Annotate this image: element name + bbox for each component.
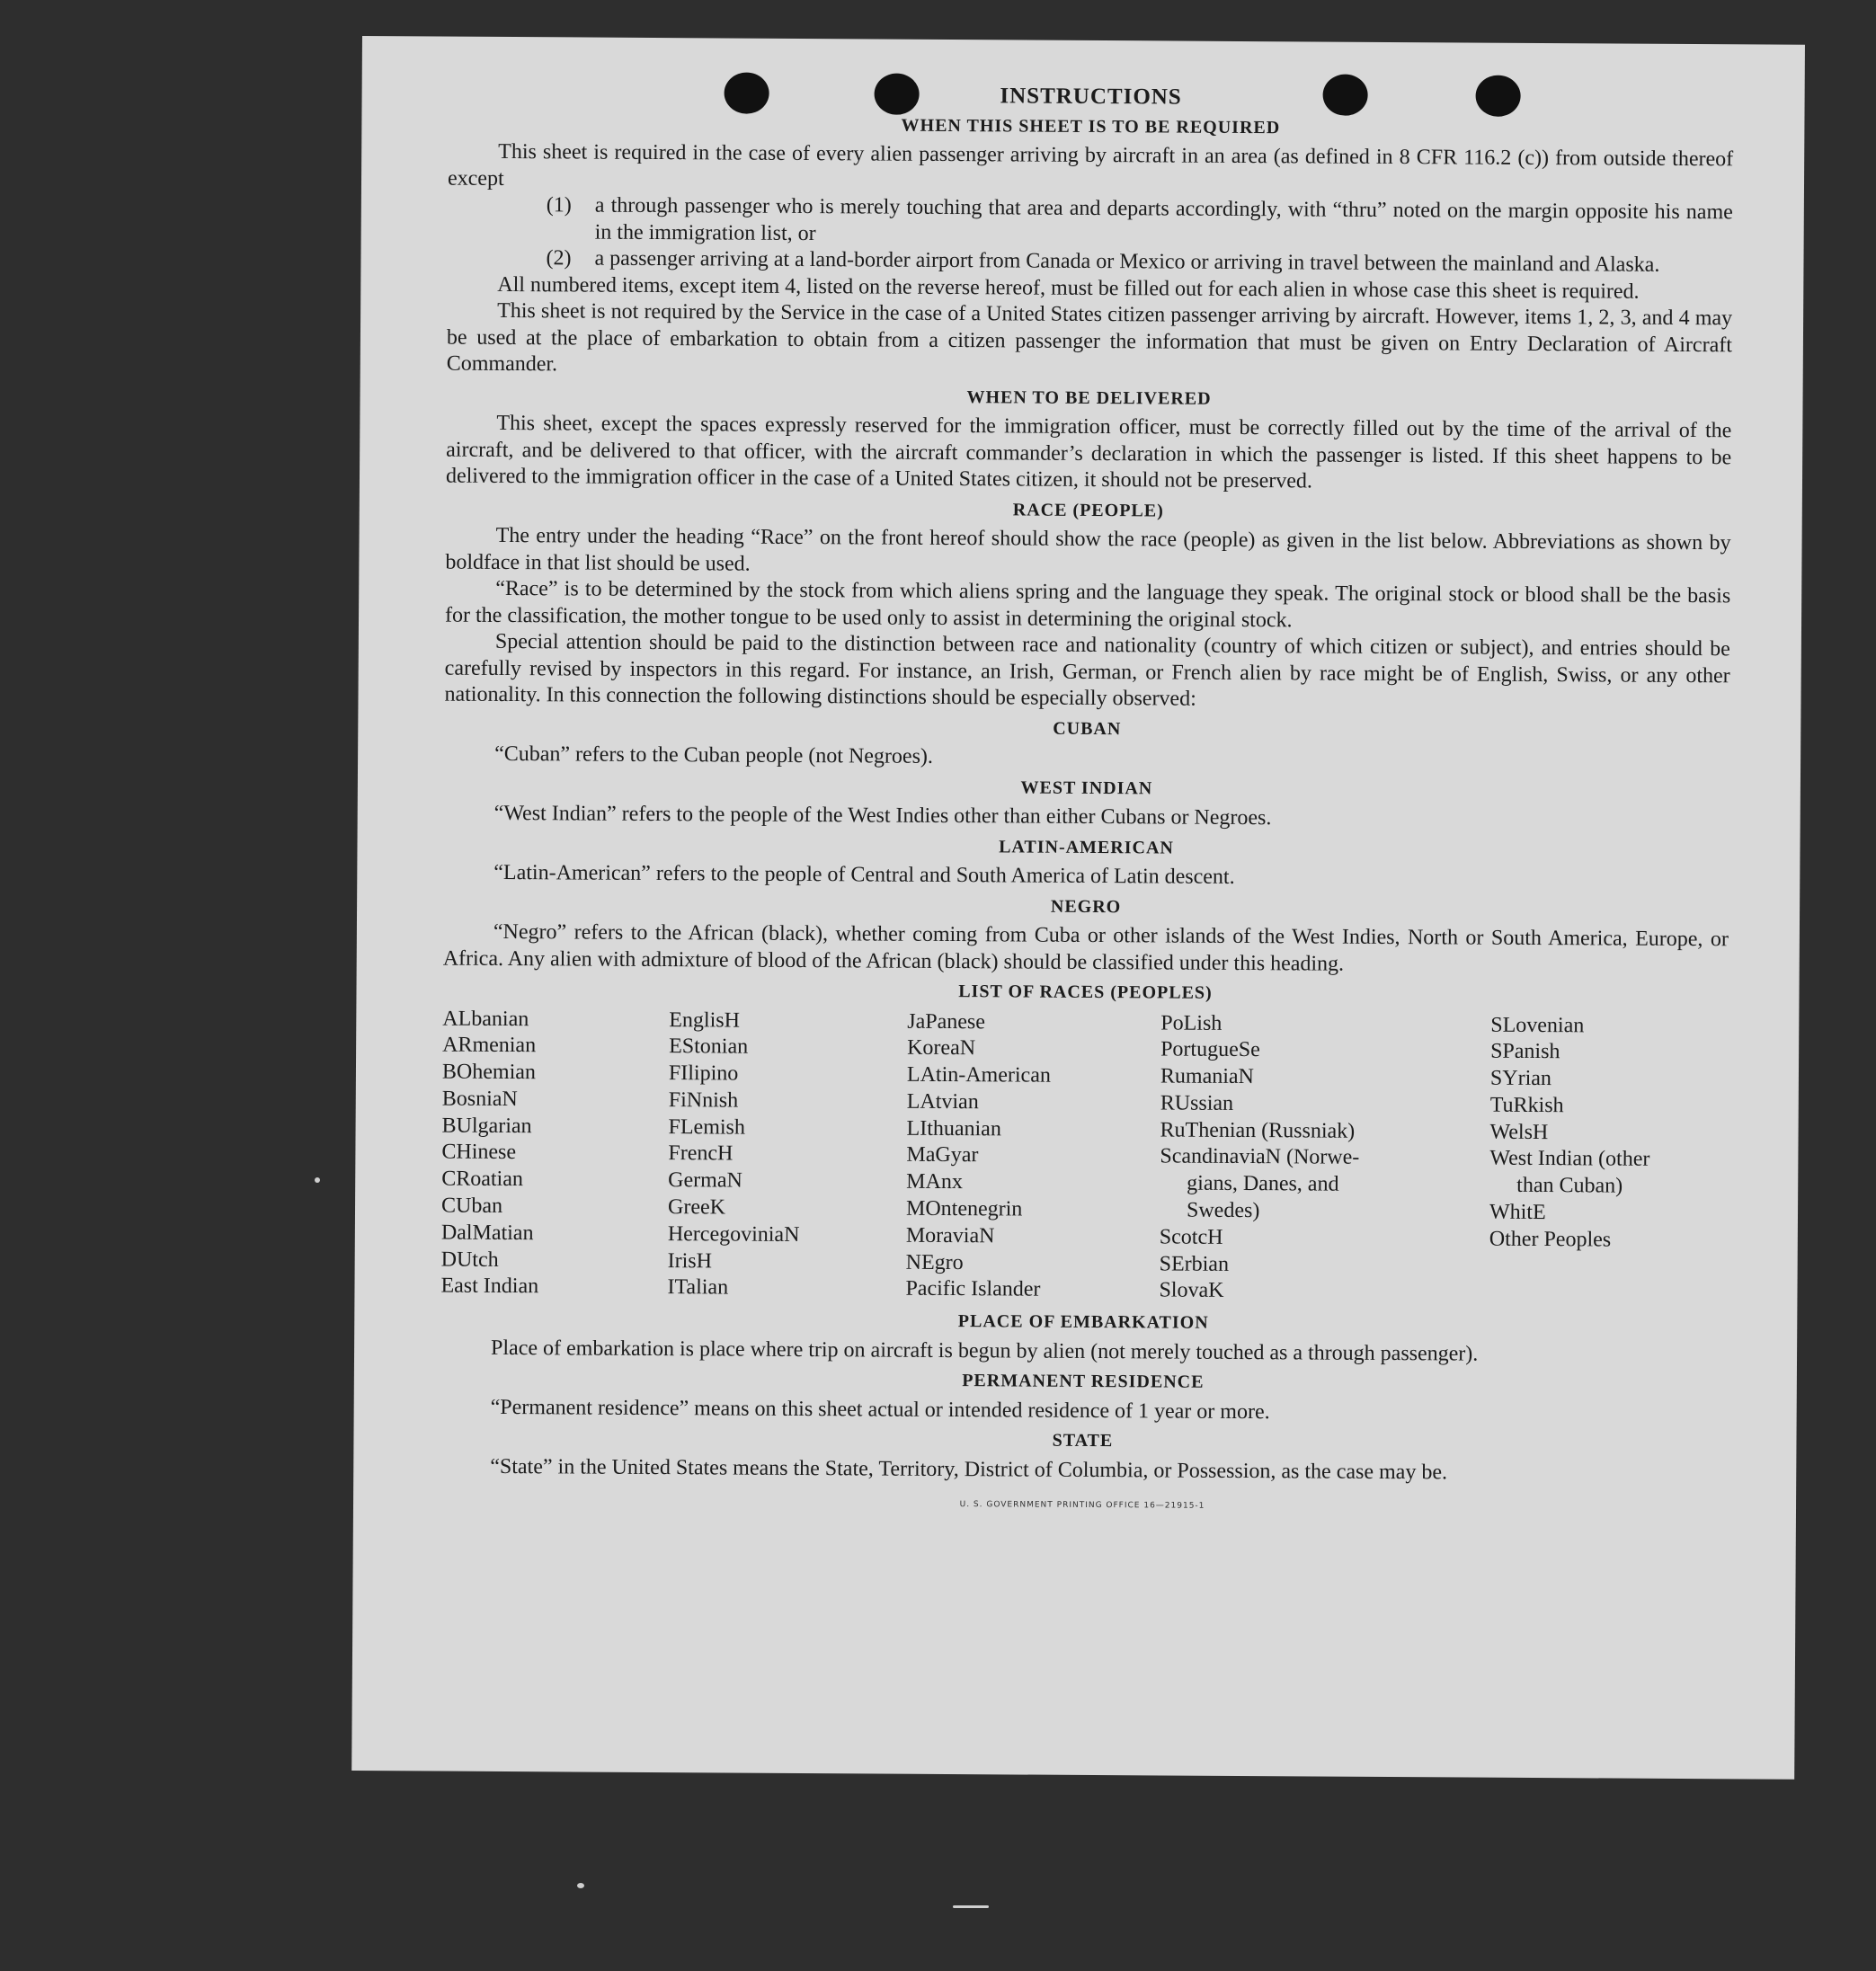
race-entry: FiNnish [668, 1088, 739, 1113]
race-entry: RUssian [1160, 1091, 1234, 1115]
race-entry: WhitE [1489, 1200, 1546, 1225]
paragraph: Special attention should be paid to the distinction between race and nationality (country of which citizen or subject), and entries should be carefully revised by inspectors in this regard. For instance, an Irish, German, or French alien by race might be of English, Swiss, or any other nationality. In this connection the following distinctions should be especially observed: [444, 629, 1730, 711]
race-entry: IrisH [667, 1248, 713, 1274]
race-entry: TuRkish [1489, 1093, 1564, 1118]
race-entry: BosniaN [441, 1087, 518, 1111]
race-entry: GreeK [667, 1195, 726, 1220]
race-entry: GermaN [668, 1168, 742, 1193]
paragraph: This sheet, except the spaces expressly reserved for the immigration officer, must be correctly filled out by the time of the arrival of the aircraft, and be delivered to that officer, with the aircraft commander’s declaration in which the passenger is listed. If this sheet happens to be delivered to the immigration officer in the case of a United States citizen, it should not be preserved. [445, 411, 1732, 493]
race-entry: BUlgarian [441, 1114, 532, 1138]
race-entry: RumaniaN [1160, 1064, 1255, 1089]
race-entry: MOntenegrin [905, 1196, 1023, 1221]
race-entry: SErbian [1159, 1252, 1230, 1276]
paragraph: This sheet is required in the case of every alien passenger arriving by aircraft in an area (as defined in 8 CFR 116.2 (c)) from outside thereof except [447, 139, 1734, 191]
paragraph: “State” in the United States means the State, Territory, District of Columbia, or Possession, as the case may be. [490, 1454, 1448, 1485]
race-entry: gians, Danes, and [1187, 1171, 1339, 1196]
race-column [1489, 1012, 1724, 1308]
document-sheet [351, 36, 1805, 1780]
paragraph: All numbered items, except item 4, listed on the reverse hereof, must be filled out for each alien in whose case this sheet is required. [497, 272, 1640, 304]
race-entry: HercegoviniaN [667, 1221, 800, 1247]
race-entry: NEgro [905, 1250, 964, 1274]
list-item [547, 192, 1733, 253]
instructions-content [440, 80, 1734, 1523]
race-entry: FrencH [668, 1141, 734, 1167]
paragraph: “West Indian” refers to the people of the West Indies other than either Cubans or Negroes. [493, 801, 1272, 830]
scan-speck [953, 1905, 989, 1908]
race-entry: EStonian [669, 1034, 749, 1059]
race-entry: SPanish [1490, 1039, 1560, 1064]
page-title: INSTRUCTIONS [1000, 84, 1182, 110]
race-entry: KoreaN [907, 1036, 976, 1061]
race-entry: FLemish [668, 1114, 746, 1140]
race-entry: BOhemian [441, 1060, 537, 1085]
section-heading: NEGRO [1050, 896, 1122, 917]
scan-speck [577, 1883, 584, 1888]
race-entry: DUtch [440, 1247, 499, 1272]
section-heading: CUBAN [1053, 718, 1122, 739]
race-entry: SYrian [1489, 1066, 1552, 1091]
paragraph: Place of embarkation is place where trip on aircraft is begun by alien (not merely touched as a through passenger). [491, 1336, 1479, 1366]
section-heading: LATIN-AMERICAN [999, 836, 1174, 858]
section-heading: WEST INDIAN [1020, 777, 1153, 798]
race-entry: LAtin-American [906, 1062, 1051, 1088]
section-heading: PERMANENT RESIDENCE [962, 1371, 1205, 1393]
race-column [905, 1008, 1160, 1304]
race-entry: ScotcH [1159, 1225, 1223, 1249]
race-entry: LIthuanian [906, 1116, 1001, 1141]
race-entry: CRoatian [441, 1167, 523, 1192]
paragraph: The entry under the heading “Race” on the front hereof should show the race (people) as given in the list below. Abbreviations as shown by boldface in that list should be used. [445, 523, 1731, 576]
race-entry: EnglisH [669, 1008, 741, 1033]
race-entry: FIlipino [668, 1061, 739, 1086]
race-entry: LAtvian [906, 1089, 979, 1114]
race-entry: East Indian [440, 1274, 539, 1299]
section-heading: WHEN THIS SHEET IS TO BE REQUIRED [901, 115, 1281, 138]
item-text: a passenger arriving at a land-border airport from Canada or Mexico or arriving in travel between the mainland and Alaska. [594, 246, 1660, 277]
race-entry: RuThenian (Russniak) [1160, 1118, 1356, 1143]
race-entry: ALbanian [442, 1007, 529, 1031]
race-entry: Pacific Islander [905, 1277, 1041, 1302]
race-entry: MaGyar [906, 1143, 979, 1168]
race-column [1159, 1010, 1490, 1307]
race-entry: WelsH [1489, 1120, 1549, 1144]
race-entry: ARmenian [442, 1033, 537, 1058]
race-entry: Other Peoples [1489, 1227, 1612, 1252]
race-entry: than Cuban) [1516, 1174, 1623, 1198]
race-entry: MoraviaN [905, 1223, 995, 1248]
paragraph: This sheet is not required by the Service in the case of a United States citizen passenger arriving by aircraft. However, items 1, 2, 3, and 4 may be used at the place of embarkation to obtain from a citizen passenger the information that must be given on Entry Declaration of Aircraft Commander. [446, 298, 1733, 377]
section-heading: RACE (PEOPLE) [1012, 499, 1164, 520]
paragraph: “Cuban” refers to the Cuban people (not Negroes). [494, 741, 934, 768]
paragraph: “Race” is to be determined by the stock from which aliens spring and the language they speak. The original stock or blood shall be the basis for the classification, the mother tongue to be used only to assist in determining the original stock. [444, 576, 1731, 632]
race-entry: DalMatian [440, 1221, 534, 1246]
paragraph: “Negro” refers to the African (black), whether coming from Cuba or other islands of the West Indies, North or South America, Europe, or Africa. Any alien with admixture of blood of the African (black) should be classified under this heading. [442, 919, 1729, 976]
item-number: (2) [546, 246, 572, 271]
section-heading: WHEN TO BE DELIVERED [966, 386, 1212, 409]
section-heading: STATE [1052, 1430, 1114, 1452]
race-entry: SLovenian [1490, 1013, 1585, 1037]
race-entry: MAnx [906, 1170, 963, 1194]
race-column [667, 1008, 907, 1303]
race-entry: PoLish [1160, 1010, 1223, 1035]
race-entry: SlovaK [1159, 1278, 1224, 1303]
race-entry: ITalian [667, 1275, 729, 1300]
race-entry: CHinese [441, 1141, 517, 1165]
printer-imprint: U. S. GOVERNMENT PRINTING OFFICE 16—21915-1 [959, 1500, 1205, 1512]
paragraph: “Permanent residence” means on this sheet actual or intended residence of 1 year or more. [490, 1395, 1270, 1424]
race-list [440, 1006, 1728, 1308]
race-entry: West Indian (other [1489, 1147, 1650, 1172]
paragraph: “Latin-American” refers to the people of Central and South America of Latin descent. [493, 860, 1235, 889]
section-heading: PLACE OF EMBARKATION [957, 1311, 1209, 1334]
race-entry: CUban [440, 1194, 503, 1219]
item-text: a through passenger who is merely touching that area and departs accordingly, with “thru” noted on the margin opposite his name in the immigration list, or [594, 193, 1733, 245]
race-entry: ScandinaviaN (Norwe- [1160, 1144, 1360, 1170]
race-entry: PortugueSe [1160, 1037, 1260, 1062]
item-number: (1) [546, 193, 572, 218]
section-heading: LIST OF RACES (PEOPLES) [958, 981, 1213, 1003]
race-entry: JaPanese [907, 1009, 986, 1034]
scan-speck [315, 1177, 320, 1183]
race-column [440, 1006, 669, 1301]
race-entry: Swedes) [1186, 1198, 1260, 1223]
